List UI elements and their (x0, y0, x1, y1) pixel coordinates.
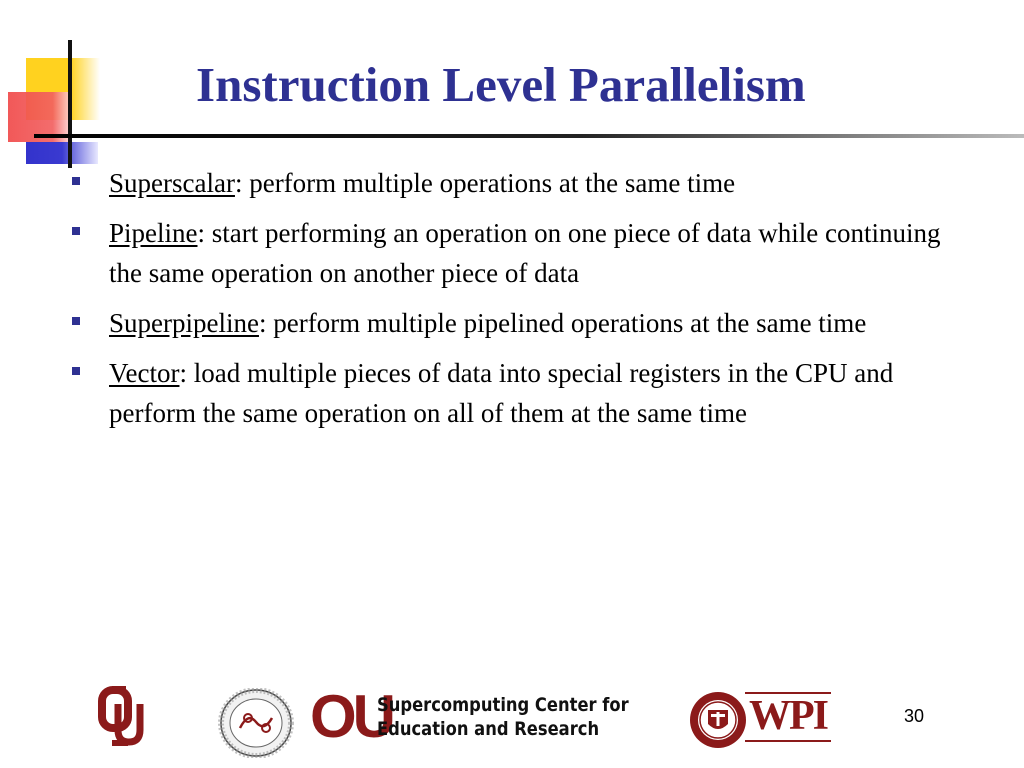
square-bullet-icon (72, 317, 80, 325)
square-bullet-icon (72, 177, 80, 185)
bullet-text: : perform multiple pipelined operations at the same time (258, 308, 867, 338)
corner-decoration (0, 0, 110, 175)
bullet-item (70, 303, 970, 343)
wpi-bottom-bar (745, 740, 831, 742)
page-number: 30 (904, 706, 925, 726)
bullet-list (70, 163, 970, 443)
oscer-logo (310, 683, 640, 750)
deco-vertical-line (68, 40, 72, 168)
term-superscalar: Superscalar (109, 168, 235, 198)
ou-interlocking-logo (98, 686, 144, 746)
bullet-item (70, 213, 970, 293)
term-pipeline: Pipeline (109, 218, 198, 248)
oscer-name-line1: Supercomputing Center for (377, 694, 629, 716)
wpi-letters: WPI (749, 693, 827, 739)
wpi-logo (745, 690, 835, 746)
term-vector: Vector (109, 358, 180, 388)
wpi-seal-logo (688, 690, 748, 750)
term-superpipeline: Superpipeline (109, 308, 259, 338)
bullet-item (70, 163, 970, 203)
oscer-ou-letters: OU (310, 683, 392, 750)
deco-blue-square (26, 142, 98, 164)
square-bullet-icon (72, 367, 80, 375)
bullet-text: : perform multiple operations at the same time (234, 168, 736, 198)
slide-title: Instruction Level Parallelism (196, 57, 806, 112)
oscer-seal-logo (218, 688, 294, 758)
title-underline-rule (34, 134, 1024, 138)
square-bullet-icon (72, 227, 80, 235)
bullet-text: : start performing an operation on one piece of data while continuing the same operation on another piece of data (109, 218, 941, 288)
oscer-name-line2: Education and Research (377, 718, 600, 740)
bullet-text: : load multiple pieces of data into special registers in the CPU and perform the same operation on all of them at the same time (109, 358, 894, 428)
bullet-item (70, 353, 970, 433)
